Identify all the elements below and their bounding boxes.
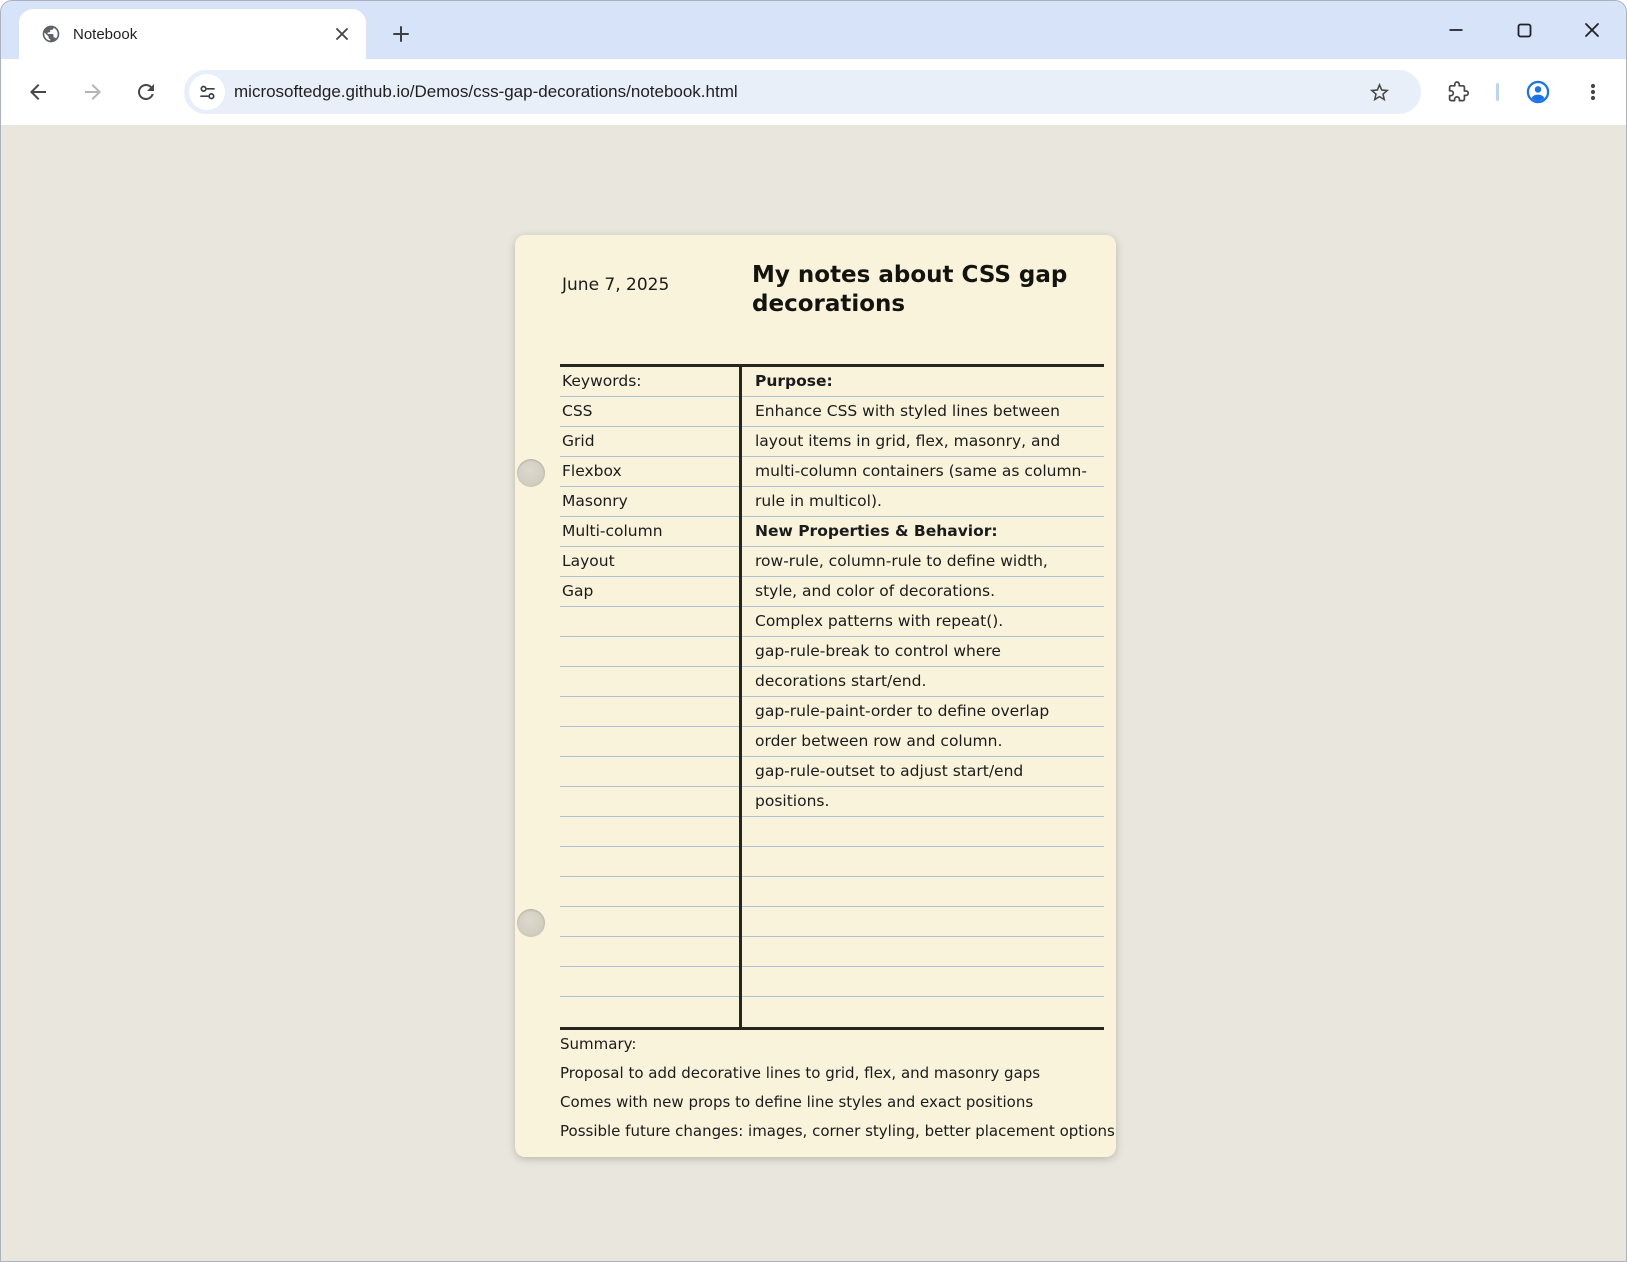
toolbar-divider: [1496, 83, 1499, 101]
table-row: Purpose:: [742, 367, 1104, 397]
table-row: [742, 907, 1104, 937]
table-row: [560, 607, 739, 637]
notes-column: [742, 367, 1104, 1027]
summary-item: Comes with new props to define line styles and exact positions: [560, 1093, 1034, 1111]
star-icon: [1368, 81, 1391, 104]
minimize-button[interactable]: [1422, 1, 1490, 59]
close-icon: [1584, 22, 1600, 38]
table-row: [560, 637, 739, 667]
table-row: Layout: [560, 547, 739, 577]
table-row: gap-rule-break to control where: [742, 637, 1104, 667]
table-row: decorations start/end.: [742, 667, 1104, 697]
table-row: [560, 817, 739, 847]
site-info-button[interactable]: [189, 74, 225, 110]
table-row: [560, 937, 739, 967]
back-button[interactable]: [22, 76, 54, 108]
table-row: [560, 997, 739, 1027]
table-row: order between row and column.: [742, 727, 1104, 757]
url-text: microsoftedge.github.io/Demos/css-gap-decorations/notebook.html: [234, 82, 738, 101]
table-row: [560, 847, 739, 877]
titlebar: [1, 1, 1626, 59]
table-row: gap-rule-paint-order to define overlap: [742, 697, 1104, 727]
forward-arrow-icon: [81, 80, 105, 104]
table-row: [560, 877, 739, 907]
table-row: [560, 757, 739, 787]
forward-button[interactable]: [77, 76, 109, 108]
table-row: CSS: [560, 397, 739, 427]
puzzle-icon: [1446, 80, 1470, 104]
page-content: [1, 125, 1626, 1262]
globe-icon: [41, 24, 61, 44]
summary-items: [560, 1064, 1115, 1141]
table-row: layout items in grid, flex, masonry, and: [742, 427, 1104, 457]
table-row: [560, 907, 739, 937]
table-row: [742, 967, 1104, 997]
back-arrow-icon: [26, 80, 50, 104]
table-row: [742, 877, 1104, 907]
maximize-button[interactable]: [1490, 1, 1558, 59]
table-row: Flexbox: [560, 457, 739, 487]
new-tab-button[interactable]: [387, 20, 415, 48]
tab-close-button[interactable]: [328, 20, 356, 48]
summary-section: [560, 1035, 1115, 1151]
table-row: [560, 697, 739, 727]
maximize-icon: [1517, 23, 1532, 38]
table-row: Gap: [560, 577, 739, 607]
notebook-card: [515, 235, 1116, 1157]
table-row: row-rule, column-rule to define width,: [742, 547, 1104, 577]
browser-tab[interactable]: [19, 9, 366, 59]
reload-button[interactable]: [130, 76, 162, 108]
table-row: Keywords:: [560, 367, 739, 397]
keywords-column: [560, 367, 742, 1027]
toolbar: [1, 59, 1626, 125]
summary-item: Proposal to add decorative lines to grid, flex, and masonry gaps: [560, 1064, 1041, 1082]
table-row: Grid: [560, 427, 739, 457]
table-row: New Properties & Behavior:: [742, 517, 1104, 547]
menu-button[interactable]: [1577, 76, 1609, 108]
table-row: Enhance CSS with styled lines between: [742, 397, 1104, 427]
bookmark-button[interactable]: [1363, 76, 1395, 108]
reload-icon: [134, 80, 158, 104]
kebab-menu-icon: [1581, 80, 1605, 104]
table-row: multi-column containers (same as column-: [742, 457, 1104, 487]
hole-punch: [517, 909, 545, 937]
summary-label: Summary:: [560, 1035, 637, 1053]
hole-punch: [517, 459, 545, 487]
summary-item: Possible future changes: images, corner styling, better placement options: [560, 1122, 1115, 1140]
table-row: [742, 937, 1104, 967]
table-row: [560, 967, 739, 997]
minimize-icon: [1448, 22, 1464, 38]
table-row: [742, 997, 1104, 1027]
close-window-button[interactable]: [1558, 1, 1626, 59]
table-row: [742, 847, 1104, 877]
window-controls: [1422, 1, 1626, 59]
table-row: Complex patterns with repeat().: [742, 607, 1104, 637]
table-row: [560, 787, 739, 817]
extensions-button[interactable]: [1442, 76, 1474, 108]
table-row: gap-rule-outset to adjust start/end: [742, 757, 1104, 787]
table-row: Multi-column: [560, 517, 739, 547]
notes-table: [560, 364, 1104, 1030]
tab-title: Notebook: [73, 25, 138, 43]
table-row: Masonry: [560, 487, 739, 517]
note-title: My notes about CSS gap decorations: [752, 262, 1068, 318]
profile-button[interactable]: [1522, 76, 1554, 108]
table-row: style, and color of decorations.: [742, 577, 1104, 607]
account-icon: [1525, 79, 1551, 105]
plus-icon: [392, 25, 410, 43]
address-bar[interactable]: [184, 70, 1421, 114]
table-row: [560, 727, 739, 757]
tune-icon: [199, 84, 216, 101]
note-date: June 7, 2025: [562, 275, 670, 295]
table-row: [742, 817, 1104, 847]
table-row: [560, 667, 739, 697]
table-row: rule in multicol).: [742, 487, 1104, 517]
table-row: positions.: [742, 787, 1104, 817]
